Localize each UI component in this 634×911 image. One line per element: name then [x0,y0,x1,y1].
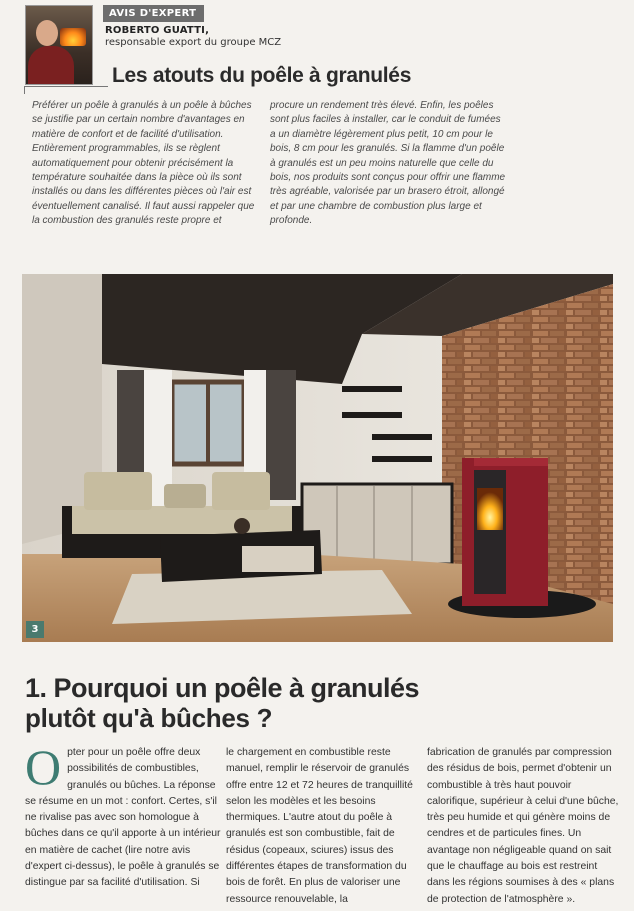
expert-column-2: procure un rendement très élevé. Enfin, les poêles sont plus faciles à installer, car le conduit de fumées a un diamètre légèrement plus petit, 10 cm pour le bois, 8 cm pour les granulés. Si la flamme d'un poêle à granulés est un peu moins naturelle que celle du bois, nos produits sont conçus pour offrir une flamme très agréable, valorisée par un brasero étroit, allongé et par une chambre de combustion plus large et profonde. [270,100,506,227]
article-subheading: plutôt qu'à bûches ? [25,703,273,733]
expert-badge: AVIS D'EXPERT [103,5,204,22]
frame-line [24,86,25,94]
person-body [28,46,74,85]
article-heading: 1. Pourquoi un poêle à granulés [25,673,420,703]
expert-role: responsable export du groupe MCZ [105,37,282,48]
expert-portrait [25,5,93,85]
expert-box [0,0,634,272]
living-room-illustration [22,274,613,642]
fireplace-image [60,28,86,46]
article-column-2: le chargement en combustible reste manuel, remplir le réservoir de granulés offre entre 12 et 72 heures de tranquillité selon les modèles et les besoins thermiques. L'autre atout du poêle à granulés est son combustible, fait de résidus (copeaux, sciures) issus des différentes étapes de transformation du bois de forêt. En plus de valoriser une ressource renouvelable, la [226,747,413,905]
expert-column-1: Préférer un poêle à granulés à un poêle à bûches se justifie par un certain nombre d'avantages en matière de confort et de facilité d'utilisation. Entièrement programmables, ils se règlent automatiquement pour obtenir précisément la température souhaitée dans la pièce où ils sont installés ou dans les différentes pièces où l'air est éventuellement canalisé. Il faut aussi rappeler que la combustion des granulés reste propre et [32,100,255,227]
frame-line [24,86,108,87]
article-column-1-text: pter pour un poêle offre deux possibilités de combustibles, granulés ou bûches. La réponse se résume en un mot : confort. Certes, s'il ne rivalise pas avec son homologue à bûches dans ce qu'il apporte à un intérieur en matière de cachet (lire notre avis d'expert ci-dessus), le poêle à granulés se distingue par sa facilité d'utilisation. Si [25,747,221,889]
expert-title: Les atouts du poêle à granulés [112,64,412,87]
article-column-3: fabrication de granulés par compression des résidus de bois, permet d'obtenir un combustible à très haut pouvoir calorifique, supérieur à celui d'une bûche, très peu humide et qui génère moins de cendres et de particules fines. Un avantage non négligeable quand on sait que le chauffage au bois est restreint dans les régions soumises à des « plans de protection de l'atmosphère ». [427,747,619,905]
drop-cap: O [25,739,62,795]
article-column-1 [25,739,221,892]
expert-name: ROBERTO GUATTI, [105,25,210,36]
person-head [36,20,58,46]
living-room-photo [22,274,613,642]
photo-number-badge: 3 [26,621,44,638]
